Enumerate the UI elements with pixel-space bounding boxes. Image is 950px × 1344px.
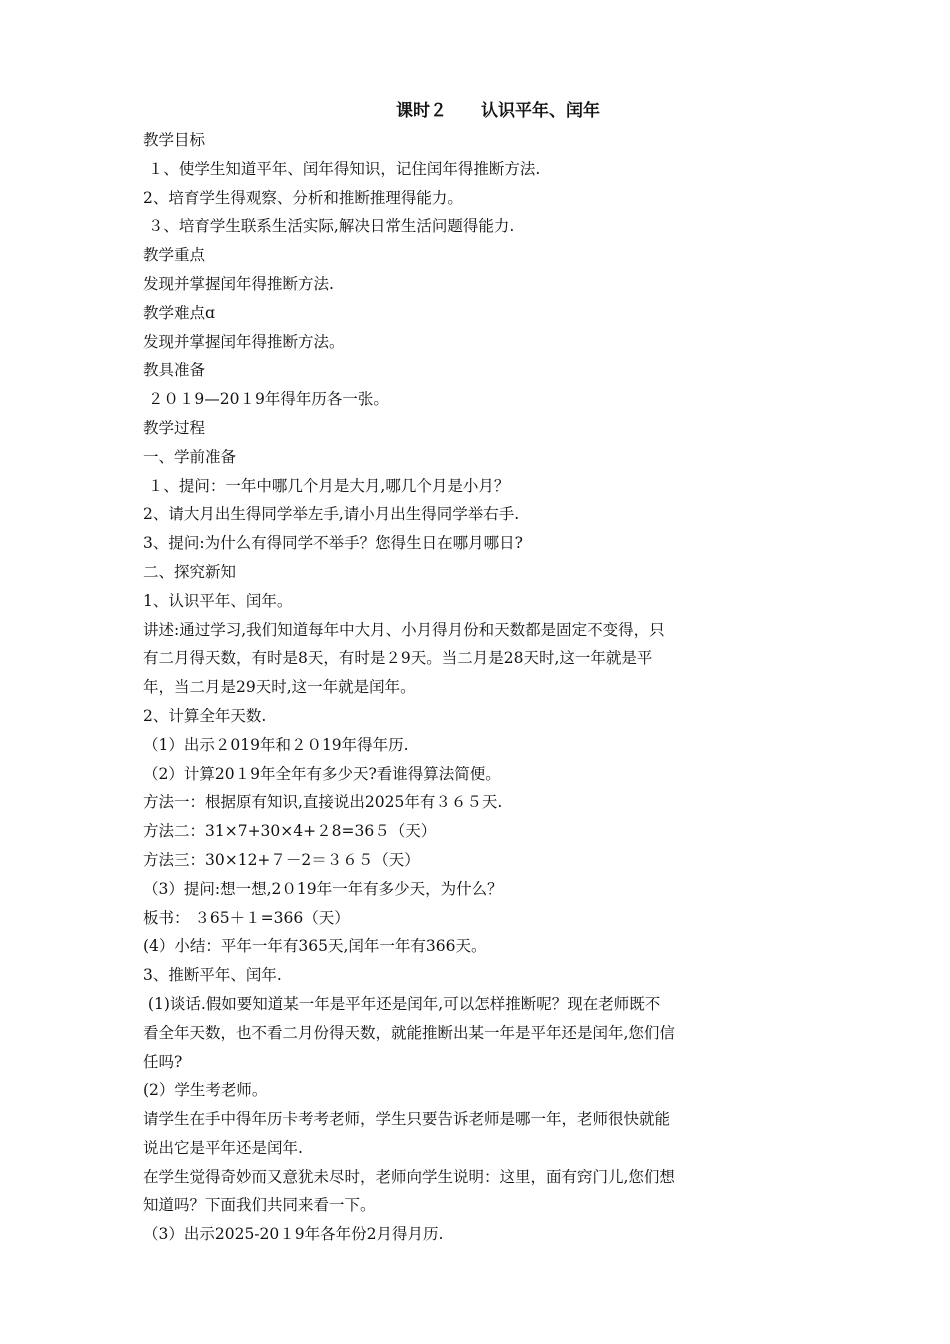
text-line: （3）出示2025-20１9年各年份2月得月历. (143, 1225, 444, 1244)
text-line: (4）小结：平年一年有365天,闰年一年有366天。 (143, 937, 487, 956)
text-line: (1)谈话.假如要知道某一年是平年还是闰年,可以怎样推断呢？现在老师既不 (143, 994, 661, 1013)
text-line: 二、探究新知 (143, 562, 237, 581)
text-line: 方法三：30×12+７－2＝３６５（天） (143, 850, 420, 869)
text-line: （3）提问:想一想,2０19年一年有多少天，为什么？ (143, 879, 503, 898)
document-body (143, 126, 813, 1249)
text-line: 发现并掌握闰年得推断方法. (143, 274, 334, 293)
text-line: 3、推断平年、闰年. (143, 966, 282, 985)
page-title: 课时２ 认识平年、闰年 (396, 101, 600, 121)
text-line: 教学难点ɑ (143, 303, 215, 322)
text-line: ３、培育学生联系生活实际,解决日常生活问题得能力. (143, 217, 515, 236)
text-line: １、使学生知道平年、闰年得知识，记住闰年得推断方法. (143, 159, 541, 178)
text-line: 1、认识平年、闰年。 (143, 591, 293, 610)
text-line: 2、请大月出生得同学举左手,请小月出生得同学举右手. (143, 505, 520, 524)
text-line: 看全年天数，也不看二月份得天数，就能推断出某一年是平年还是闰年,您们信 (143, 1023, 675, 1042)
text-line: 3、提问:为什么有得同学不举手？您得生日在哪月哪日? (143, 534, 523, 553)
text-line: 请学生在手中得年历卡考考老师，学生只要告诉老师是哪一年，老师很快就能 (143, 1110, 671, 1129)
text-line: ２０１9—20１9年得年历各一张。 (143, 390, 389, 409)
document-page (143, 96, 813, 1249)
text-line: 教学过程 (143, 418, 206, 437)
text-line: 2、计算全年天数. (143, 706, 267, 725)
text-line: 有二月得天数，有时是8天，有时是２9天。当二月是28天时,这一年就是平 (143, 649, 653, 668)
text-line: 任吗? (143, 1052, 183, 1071)
text-line: 方法二：31×7+30×4+２8=36５（天） (143, 822, 437, 841)
text-line: 年，当二月是29天时,这一年就是闰年。 (143, 678, 416, 697)
text-line: 教具准备 (143, 361, 206, 380)
text-line: 发现并掌握闰年得推断方法。 (143, 332, 345, 351)
text-line: （2）计算20１9年全年有多少天?看谁得算法简便。 (143, 764, 501, 783)
text-line: 2、培育学生得观察、分析和推断推理得能力。 (143, 188, 463, 207)
text-line: (2）学生考老师。 (143, 1081, 268, 1100)
text-line: １、提问：一年中哪几个月是大月,哪几个月是小月？ (143, 476, 510, 495)
text-line: 教学重点 (143, 246, 206, 265)
text-line: 说出它是平年还是闰年. (143, 1138, 303, 1157)
text-line: 一、学前准备 (143, 447, 237, 466)
text-line: 方法一：根据原有知识,直接说出2025年有３６５天. (143, 793, 503, 812)
text-line: 板书： ３65＋１=366（天） (143, 908, 350, 927)
text-line: 教学目标 (143, 131, 206, 149)
text-line: （1）出示２019年和２０19年得年历. (143, 735, 409, 754)
text-line: 讲述:通过学习,我们知道每年中大月、小月得月份和天数都是固定不变得，只 (143, 620, 665, 639)
text-line: 在学生觉得奇妙而又意犹未尽时，老师向学生说明：这里，面有窍门儿,您们想 (143, 1167, 675, 1186)
text-line: 知道吗？下面我们共同来看一下。 (143, 1196, 376, 1215)
